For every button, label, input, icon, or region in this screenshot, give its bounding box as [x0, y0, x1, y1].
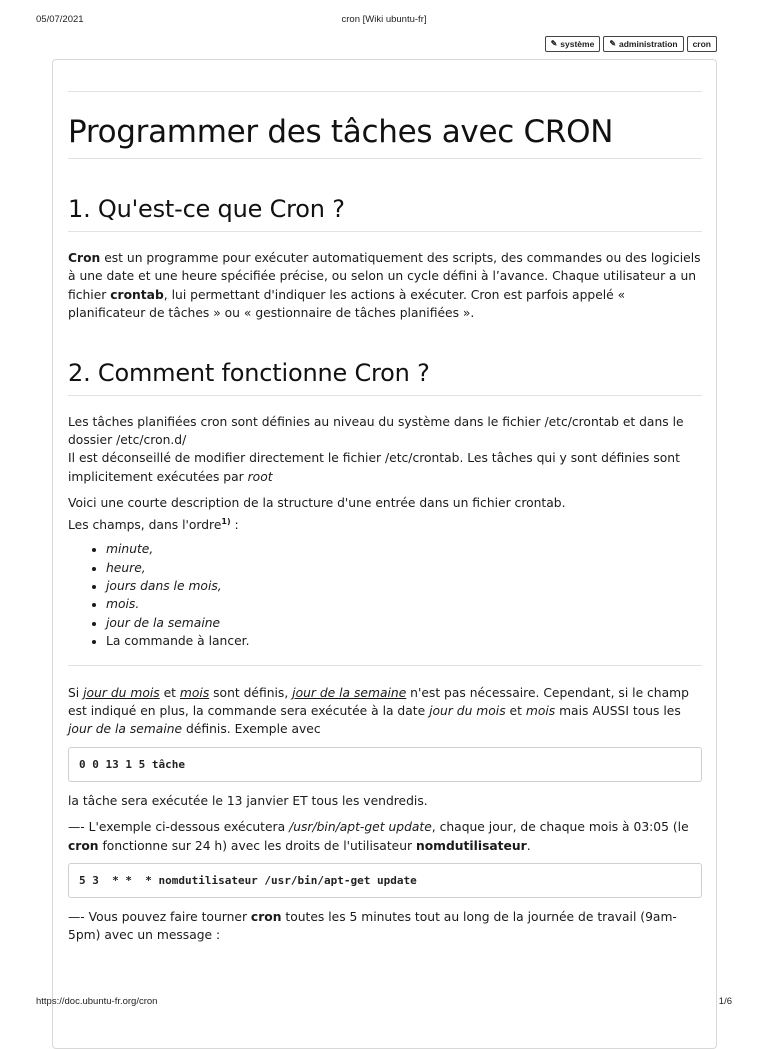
- text: mais AUSSI tous les: [555, 704, 681, 718]
- italic-underline: mois: [179, 685, 210, 700]
- print-title: cron [Wiki ubuntu-fr]: [341, 14, 427, 25]
- text: , chaque jour, de chaque mois à 03:05 (le: [431, 820, 689, 835]
- list-item: [106, 614, 702, 632]
- tag-icon: ✎: [609, 39, 617, 48]
- tag-systeme[interactable]: [545, 36, 601, 52]
- list-item: [106, 540, 702, 558]
- italic-underline: jour de la semaine: [292, 685, 407, 700]
- text: et: [505, 704, 526, 718]
- divider: [68, 158, 702, 159]
- bold-crontab: crontab: [110, 287, 164, 302]
- text: et: [159, 685, 180, 700]
- tag-label: administration: [619, 39, 678, 49]
- section-heading-2: 2. Comment fonctionne Cron ?: [68, 358, 430, 387]
- text: toutes les 5 minutes tout au long de la journée de travail (9am-5pm) avec un message :: [68, 910, 677, 943]
- tag-cron[interactable]: [687, 36, 717, 52]
- text: fonctionne sur 24 h) avec les droits de l'utilisateur: [98, 838, 416, 853]
- section2-paragraph-4: la tâche sera exécutée le 13 janvier ET tous les vendredis.: [68, 793, 428, 808]
- section2-paragraph-5: [68, 818, 702, 855]
- page-number: 1/6: [718, 996, 732, 1007]
- bold: cron: [68, 838, 99, 853]
- list-item: [106, 595, 702, 613]
- italic: jour de la semaine: [68, 722, 183, 737]
- text: sont définis,: [209, 685, 293, 700]
- section2-paragraph-3: [68, 684, 702, 739]
- field-name: jours dans le mois,: [106, 578, 222, 593]
- print-date: 05/07/2021: [36, 14, 84, 25]
- tag-label: cron: [692, 39, 711, 49]
- field-name: heure,: [106, 560, 146, 575]
- bold: nomdutilisateur: [415, 838, 527, 853]
- italic: mois: [525, 704, 556, 718]
- field-name: minute,: [106, 542, 154, 557]
- print-url: https://doc.ubuntu-fr.org/cron: [36, 996, 158, 1007]
- divider: [68, 231, 702, 232]
- text: définis. Exemple avec: [182, 722, 321, 737]
- text: Il est déconseillé de modifier directement le fichier /etc/crontab. Les tâches qui y sont définies sont implicitement exécutées par: [68, 451, 680, 484]
- text: n'est pas nécessaire. Cependant, si le champ est indiqué en plus, la commande sera exécutée à la date: [68, 685, 689, 718]
- bold-cron: Cron: [68, 251, 101, 265]
- code-block-1: 0 0 13 1 5 tâche: [68, 747, 702, 782]
- tag-icon: ✎: [550, 39, 558, 48]
- code-block-2: 5 3 * * * nomdutilisateur /usr/bin/apt-get update: [68, 863, 702, 898]
- text: , lui permettant d'indiquer les actions à exécuter. Cron est parfois appelé « planificateur de tâches » ou « gestionnaire de tâches planifiées ».: [68, 287, 626, 321]
- tag-administration[interactable]: [603, 36, 683, 52]
- list-item: [106, 559, 702, 577]
- page-title: Programmer des tâches avec CRON: [68, 114, 614, 150]
- divider: [68, 665, 702, 666]
- crontab-fields-list: [68, 540, 702, 650]
- section2-paragraph-1: [68, 413, 702, 487]
- tag-list: [545, 36, 717, 52]
- field-name: La commande à lancer.: [106, 634, 250, 649]
- list-item: [106, 577, 702, 595]
- article-content: [68, 91, 702, 953]
- italic: /usr/bin/apt-get update: [289, 820, 432, 835]
- field-name: mois.: [106, 597, 140, 612]
- text: —- L'exemple ci-dessous exécutera: [68, 820, 290, 835]
- divider: [68, 395, 702, 396]
- italic-root: root: [247, 469, 273, 484]
- divider: [68, 91, 702, 92]
- section2-paragraph-6: [68, 908, 702, 945]
- text: :: [230, 517, 239, 532]
- footnote-link[interactable]: 1): [221, 516, 231, 526]
- field-name: jour de la semaine: [106, 615, 221, 630]
- text: Les tâches planifiées cron sont définies au niveau du système dans le fichier /etc/crontab et dans le dossier /etc/cron.d/: [68, 414, 684, 448]
- tag-label: système: [560, 39, 595, 49]
- text: .: [526, 838, 531, 853]
- section-heading-1: 1. Qu'est-ce que Cron ?: [68, 195, 345, 223]
- italic: jour du mois: [429, 704, 506, 718]
- text: Si: [68, 685, 84, 700]
- text: Les champs, dans l'ordre: [68, 517, 222, 532]
- section2-paragraph-2: [68, 494, 702, 534]
- text: Voici une courte description de la structure d'une entrée dans un fichier crontab.: [68, 496, 566, 511]
- bold: cron: [250, 910, 282, 925]
- italic-underline: jour du mois: [83, 685, 160, 700]
- text: est un programme pour exécuter automatiquement des scripts, des commandes ou des logiciels à une date et une heure spécifiée précise, ou selon un cycle défini à l’avance. Chaque utilisateur a un fichier: [68, 251, 701, 302]
- text: —- Vous pouvez faire tourner: [68, 910, 251, 925]
- list-item: [106, 632, 702, 650]
- section1-paragraph: [68, 249, 702, 323]
